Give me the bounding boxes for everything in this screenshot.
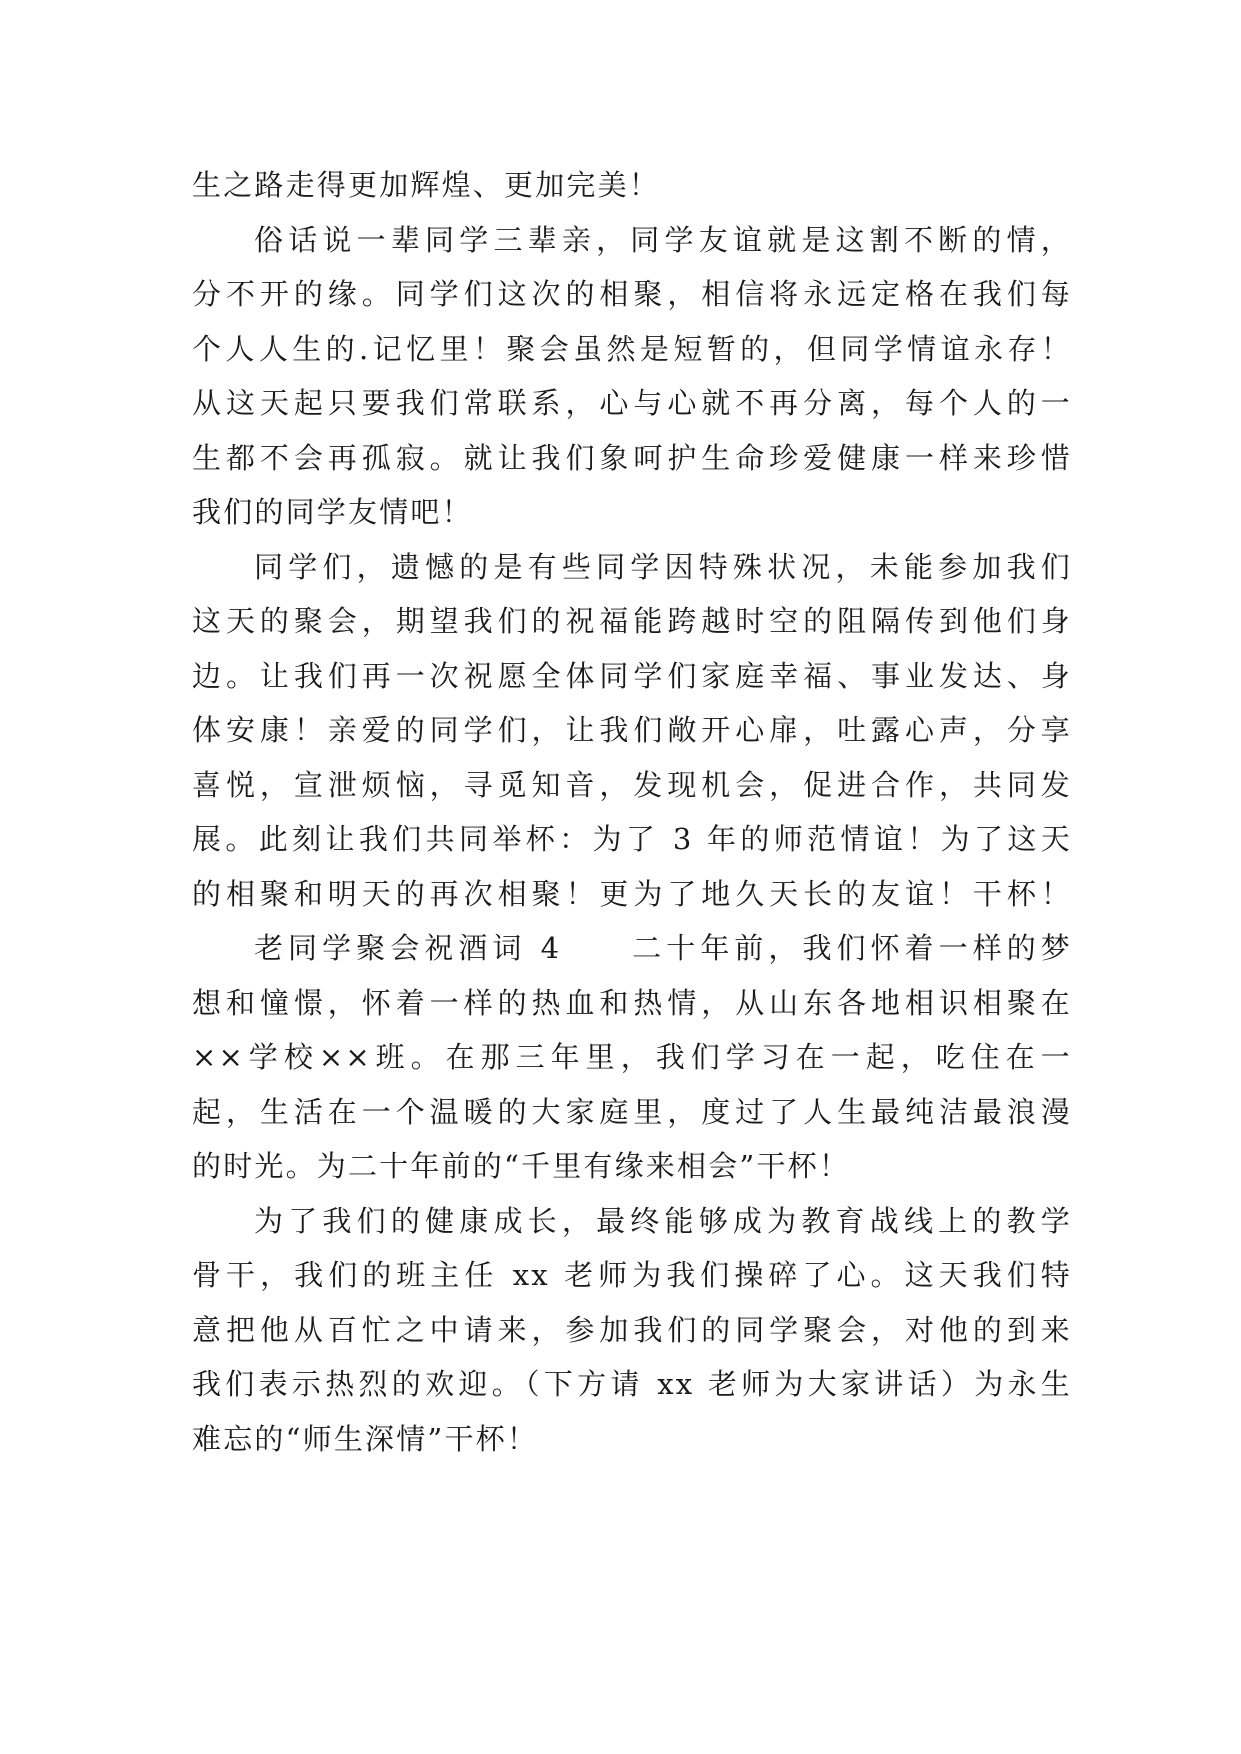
text-line: 的时光。为二十年前的“千里有缘来相会”干杯！ (192, 1149, 851, 1183)
text-line: 难忘的“师生深情”干杯！ (192, 1421, 539, 1456)
text-line: 生都不会再孤寂。就让我们象呵护生命珍爱健康一样来珍惜 (192, 440, 1072, 475)
text-line: 俗话说一辈同学三辈亲，同学友谊就是这割不断的情， (254, 222, 1072, 257)
text-line: 个人人生的.记忆里！聚会虽然是短暂的，但同学情谊永存！ (192, 331, 1072, 366)
text-line: 骨干，我们的班主任 xx 老师为我们操碎了心。这天我们特 (192, 1258, 1072, 1292)
text-line: 喜悦，宣泄烦恼，寻觅知音，发现机会，促进合作，共同发 (192, 767, 1072, 802)
text-line: 这天的聚会，期望我们的祝福能跨越时空的阻隔传到他们身 (192, 604, 1072, 638)
text-line: 展。此刻让我们共同举杯：为了 3 年的师范情谊！为了这天 (192, 822, 1072, 856)
text-line: 起，生活在一个温暖的大家庭里，度过了人生最纯洁最浪漫 (192, 1094, 1072, 1129)
text-line: 为了我们的健康成长，最终能够成为教育战线上的教学 (254, 1203, 1072, 1238)
text-line: 的相聚和明天的再次相聚！更为了地久天长的友谊！干杯！ (192, 876, 1072, 911)
text-line: 想和憧憬，怀着一样的热血和热情，从山东各地相识相聚在 (192, 985, 1072, 1020)
text-line: 我们表示热烈的欢迎。（下方请 xx 老师为大家讲话）为永生 (192, 1367, 1072, 1401)
text-line: 同学们，遗憾的是有些同学因特殊状况，未能参加我们 (254, 549, 1072, 584)
text-line: ××学校××班。在那三年里，我们学习在一起，吃住在一 (192, 1040, 1072, 1074)
text-line: 我们的同学友情吧！ (192, 495, 473, 529)
text-line: 生之路走得更加辉煌、更加完美！ (192, 168, 661, 202)
text-line: 体安康！亲爱的同学们，让我们敞开心扉，吐露心声，分享 (192, 713, 1072, 747)
text-line: 边。让我们再一次祝愿全体同学们家庭幸福、事业发达、身 (192, 658, 1072, 693)
text-line: 从这天起只要我们常联系，心与心就不再分离，每个人的一 (192, 386, 1072, 420)
text-line: 分不开的缘。同学们这次的相聚，相信将永远定格在我们每 (192, 277, 1072, 311)
text-line: 意把他从百忙之中请来，参加我们的同学聚会，对他的到来 (192, 1312, 1072, 1347)
text-line: 老同学聚会祝酒词 4 二十年前，我们怀着一样的梦 (254, 931, 1072, 965)
document-body (192, 158, 1072, 1466)
